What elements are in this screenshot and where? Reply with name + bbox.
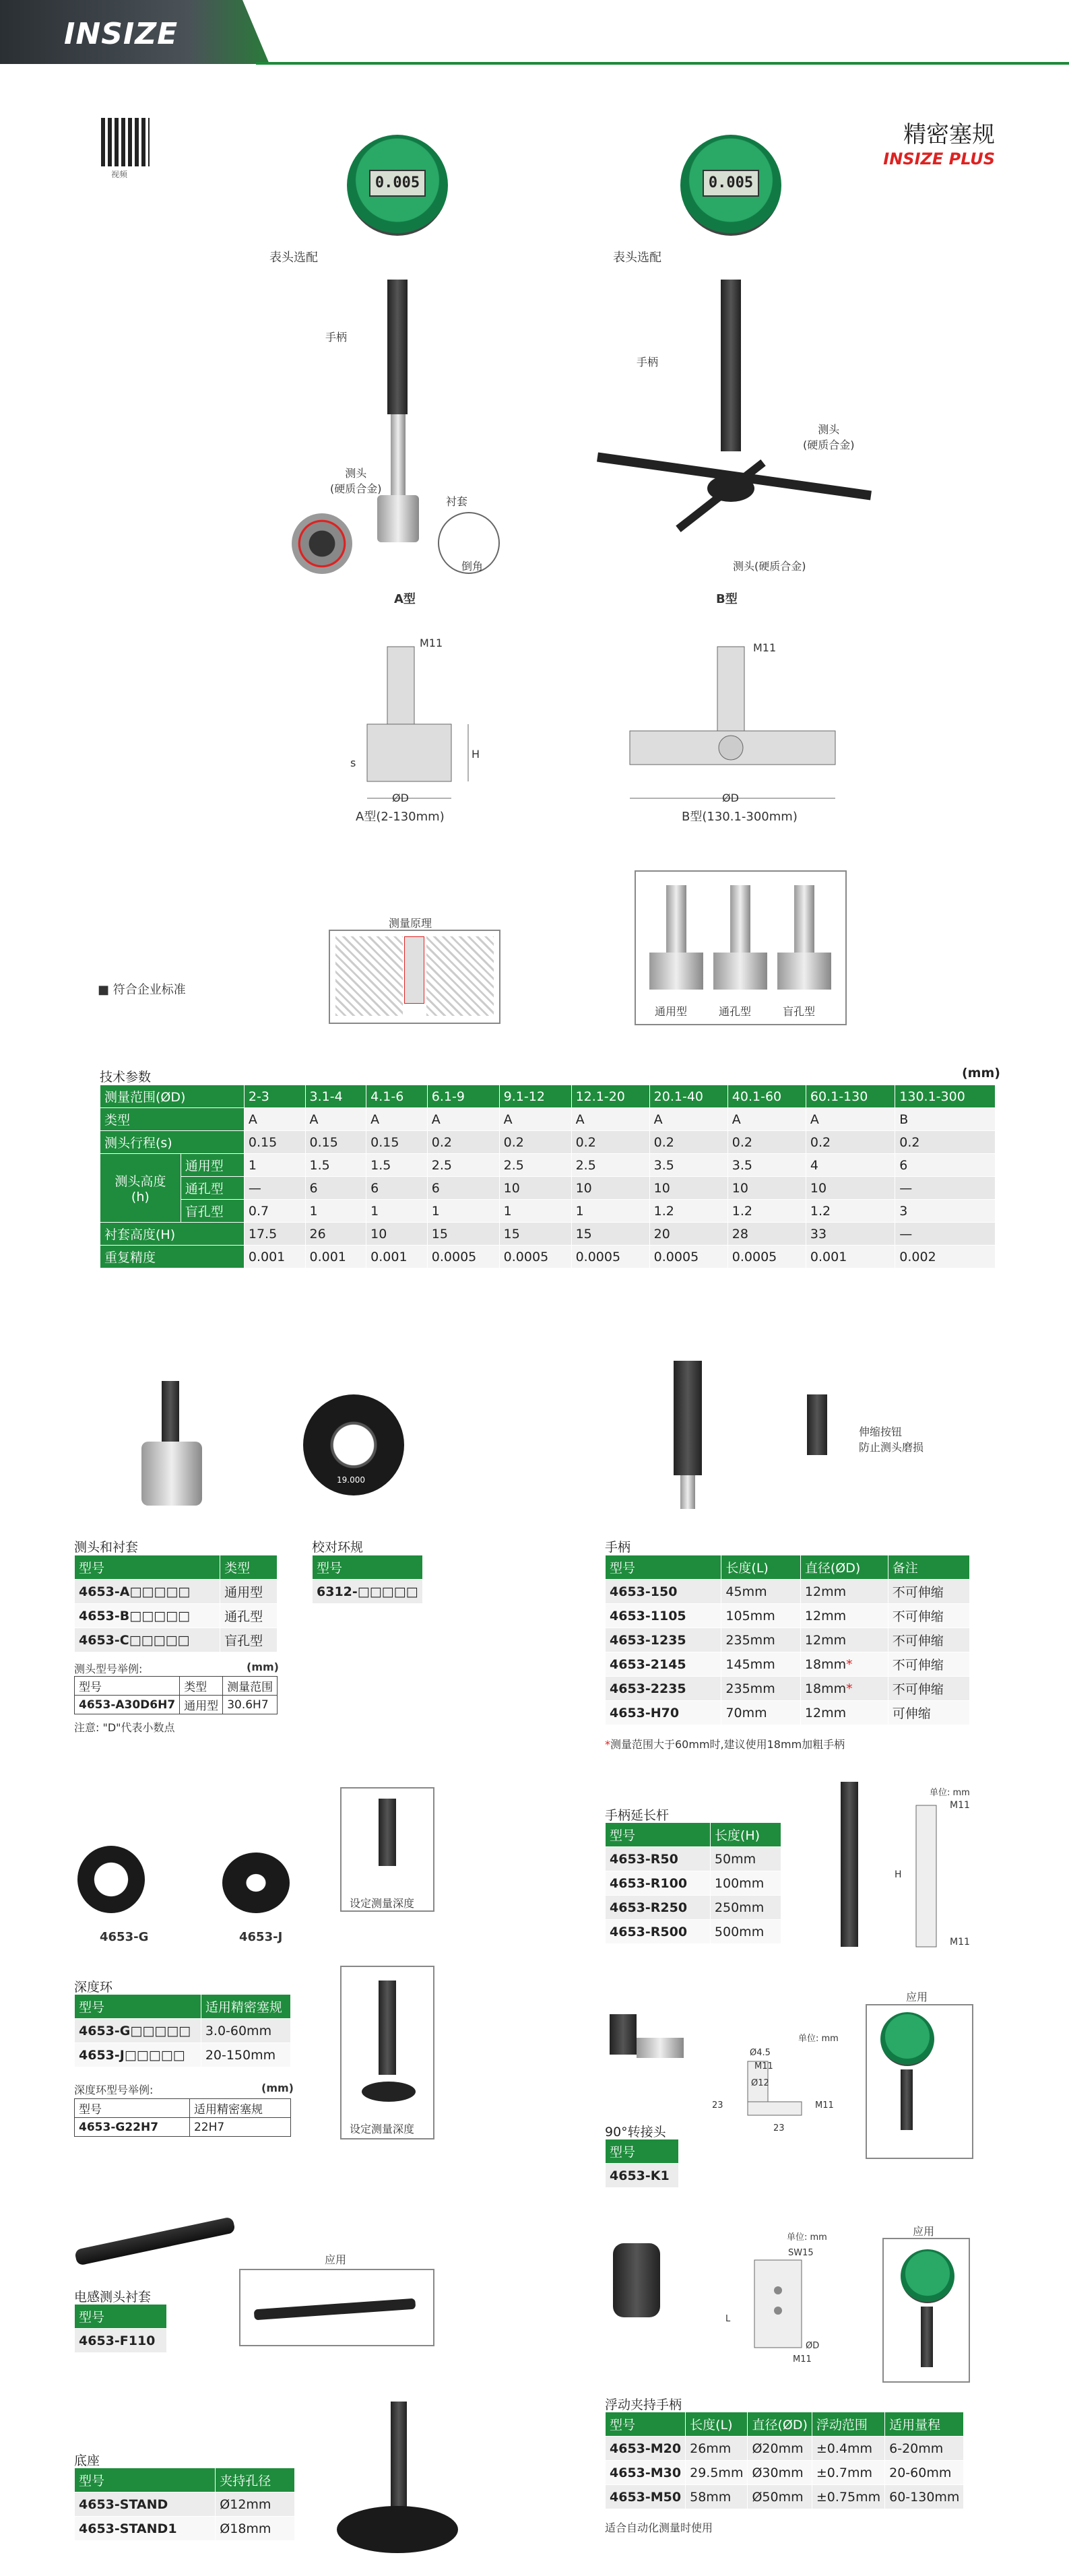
page-header: [0, 0, 1069, 67]
stand-title: 底座: [74, 2453, 100, 2468]
inductive-table: 型号 4653-F110: [74, 2304, 167, 2353]
type-b-caption: B型: [716, 592, 738, 606]
spec-table: 测量范围(ØD) 2-3 3.1-4 4.1-6 6.1-9 9.1-12 12.1-20 20.1-40 40.1-60 60.1-130 130.1-300 类型 A A A A A A A A A B 测头行程(s) 0.15 0.15 0.15 0.2 0.2 0.2 0.2 0.2 0.2 0.2 测头高度 (h) 通用型 1 1.5 1.5 2.5 2.5 2.5 3.5 3.5 4 6 通孔型 — 6 6 6 10 10 10 10 10 — 盲孔型 0.7 1 1 1 1 1 1.2 1.2 1.2 3 衬套高度(H) 17.5 26 10 15 15 15 20 28 33 — 重复精度 0.001 0.001 0.001 0.0005 0.0005 0.0005 0.0005 0.0005 0.001 0.002: [100, 1085, 996, 1268]
header-rule: [256, 62, 1069, 65]
adapter90-photo-arm: [637, 2038, 684, 2058]
inductive-app-label: 应用: [325, 2253, 347, 2266]
qr-caption: 视频: [111, 170, 128, 179]
inductive-photo: [74, 2216, 236, 2265]
handle-b: [721, 280, 741, 451]
subbrand-logo: INSIZE PLUS: [883, 150, 995, 168]
floating-od: ØD: [806, 2341, 820, 2351]
depth-example-title: 深度环型号举例:: [74, 2084, 154, 2096]
handle-callout: 伸缩按钮 防止测头磨损: [859, 1425, 924, 1454]
probe-sleeve-table: 型号 类型 4653-A□□□□□ 通用型 4653-B□□□□□ 通孔型 4653-C□□□□□ 盲孔型: [74, 1555, 278, 1652]
standard-note: ■ 符合企业标准: [98, 983, 186, 997]
base-b: [707, 475, 754, 502]
brand-logo: INSIZE: [64, 17, 179, 51]
dim-od-b: ØD: [722, 792, 739, 804]
floating-app-label: 应用: [913, 2225, 935, 2238]
ext-rod-title: 手柄延长杆: [605, 1808, 670, 1823]
floating-photo: [613, 2243, 660, 2317]
type-blind: 盲孔型: [783, 1005, 816, 1018]
depth-ring-g-label: 4653-G: [100, 1930, 149, 1944]
depth-ring-j-label: 4653-J: [239, 1930, 283, 1944]
handle-title: 手柄: [605, 1540, 631, 1555]
handle-photo: [674, 1361, 702, 1475]
adapter90-photo: [610, 2014, 637, 2055]
handle-photo-probe: [680, 1475, 695, 1509]
sleeve-photo: [141, 1442, 202, 1506]
label-probe2-b: 测头(硬质合金): [733, 560, 806, 573]
principle-title: 测量原理: [389, 917, 432, 930]
dim-od-a: ØD: [392, 792, 409, 804]
floating-app: [882, 2238, 970, 2383]
label-probe-b: 测头 (硬质合金): [803, 423, 855, 451]
type-general: 通用型: [655, 1005, 688, 1018]
handle-a: [387, 280, 408, 414]
dim-caption-a: A型(2-130mm): [356, 810, 445, 824]
floating-note: 适合自动化测量时使用: [605, 2521, 713, 2534]
principle-diagram: [329, 930, 500, 1024]
label-head-b: 表头选配: [613, 251, 661, 265]
probe-example-unit: (mm): [247, 1661, 279, 1673]
label-handle-a: 手柄: [325, 331, 348, 344]
label-head-a: 表头选配: [269, 251, 318, 265]
ext-rod-h: H: [895, 1869, 902, 1880]
depth-ring-title: 深度环: [74, 1980, 113, 1995]
handle-note: *测量范围大于60mm时,建议使用18mm加粗手柄: [605, 1738, 845, 1751]
stand-photo-base: [337, 2506, 458, 2553]
type-a-caption: A型: [394, 592, 416, 606]
star-icon: *: [846, 1656, 853, 1672]
probe-detail-circle: [292, 513, 352, 574]
ring-title: 校对环规: [312, 1540, 364, 1555]
adapter90-table: 型号 4653-K1: [605, 2139, 679, 2188]
adapter90-dim-m11b: M11: [815, 2100, 834, 2111]
ext-rod-m11-bottom: M11: [950, 1937, 970, 1947]
ext-rod-photo: [841, 1782, 858, 1947]
stand-photo-post: [391, 2402, 407, 2516]
dial-indicator-b: 0.005: [680, 135, 781, 236]
ext-rod-drawing: [903, 1799, 950, 1954]
depth-ring-g-photo: [77, 1846, 145, 1913]
ext-rod-table: 型号 长度(H) 4653-R50 50mm 4653-R100 100mm 4653-R250 250mm 4653-R500 500mm: [605, 1822, 781, 1944]
handle-table: 型号 长度(L) 直径(ØD) 备注 4653-150 45mm 12mm 不可伸缩 4653-1105 105mm 12mm 不可伸缩 4653-1235 235mm 12mm 不可伸缩 4653-2145 145mm 18mm* 不可伸缩 4653-2235 235mm 18mm* 不可伸缩 4653-H70 70mm 12mm 可伸缩: [605, 1555, 970, 1725]
spec-title: 技术参数: [100, 1070, 152, 1085]
probe-example-note: 注意: "D"代表小数点: [74, 1721, 175, 1734]
floating-l: L: [725, 2314, 731, 2324]
adapter90-dim-d45: Ø4.5: [750, 2048, 771, 2058]
dim-m11-b: M11: [753, 641, 777, 654]
adapter90-app-label: 应用: [906, 1991, 928, 2003]
adapter90-dim-23v: 23: [712, 2100, 723, 2111]
adapter90-unit: 单位: mm: [798, 2034, 839, 2044]
adapter90-title: 90°转接头: [605, 2125, 666, 2139]
dim-m11-a: M11: [420, 637, 443, 649]
floating-drawing: [741, 2250, 815, 2368]
probe-sleeve-photo: [162, 1381, 179, 1442]
dimension-drawing-a: [337, 633, 512, 829]
ext-rod-unit: 单位: mm: [930, 1788, 970, 1798]
adapter90-app: [866, 2004, 973, 2159]
label-handle-b: 手柄: [637, 356, 659, 368]
floating-sw: SW15: [788, 2248, 814, 2258]
adapter90-dim-d12: Ø12: [751, 2078, 769, 2088]
telescopic-handle-photo: [807, 1394, 827, 1455]
qr-code[interactable]: [101, 118, 150, 166]
label-probe-a: 测头 (硬质合金): [330, 467, 382, 495]
depth-ring-j-photo: [222, 1853, 290, 1913]
adapter90-dim-23h: 23: [773, 2123, 785, 2133]
depth-ring-table: 型号 适用精密塞规 4653-G□□□□□ 3.0-60mm 4653-J□□□□□ 20-150mm: [74, 1994, 291, 2067]
depth-app-2: 设定测量深度: [340, 1966, 434, 2139]
dim-h-a: H: [472, 748, 480, 761]
adapter90-dim-m11: M11: [754, 2061, 773, 2071]
page-title: 精密塞规: [903, 121, 995, 148]
dial-indicator-a: 0.005: [347, 135, 448, 236]
star-icon: *: [846, 1681, 853, 1696]
spec-unit: (mm): [962, 1066, 1000, 1081]
probe-a: [391, 414, 406, 495]
dim-s-a: s: [350, 756, 356, 769]
label-sleeve-a: 衬套: [446, 495, 468, 508]
probe-types-diagram: [635, 870, 847, 1025]
stand-table: 型号 夹持孔径 4653-STAND Ø12mm 4653-STAND1 Ø18mm: [74, 2468, 295, 2541]
depth-app-1: 设定测量深度: [340, 1787, 434, 1912]
floating-unit: 单位: mm: [787, 2232, 827, 2243]
sleeve-a: [377, 495, 419, 542]
floating-m11: M11: [793, 2354, 812, 2364]
type-through: 通孔型: [719, 1005, 752, 1018]
probe-example-title: 测头型号举例:: [74, 1663, 143, 1675]
floating-title: 浮动夹持手柄: [605, 2397, 682, 2412]
inductive-app: [239, 2269, 434, 2346]
probe-example-table: 型号 类型 测量范围 4653-A30D6H7 通用型 30.6H7: [74, 1676, 278, 1714]
inductive-title: 电感测头衬套: [74, 2290, 152, 2305]
ring-table: 型号 6312-□□□□□: [312, 1555, 423, 1604]
depth-example-unit: (mm): [261, 2082, 294, 2094]
floating-table: 型号 长度(L) 直径(ØD) 浮动范围 适用量程 4653-M20 26mm Ø20mm ±0.4mm 6-20mm 4653-M30 29.5mm Ø30mm ±0.7mm 20-60mm 4653-M50 58mm Ø50mm ±0.75mm 60-130mm: [605, 2412, 964, 2509]
probe-sleeve-title: 测头和衬套: [74, 1540, 139, 1555]
ext-rod-m11-top: M11: [950, 1800, 970, 1811]
ring-marking: 19.000: [337, 1475, 365, 1485]
label-chamfer: 倒角: [461, 560, 484, 573]
dim-caption-b: B型(130.1-300mm): [682, 810, 798, 824]
depth-example-table: 型号 适用精密塞规 4653-G22H7 22H7: [74, 2098, 291, 2137]
